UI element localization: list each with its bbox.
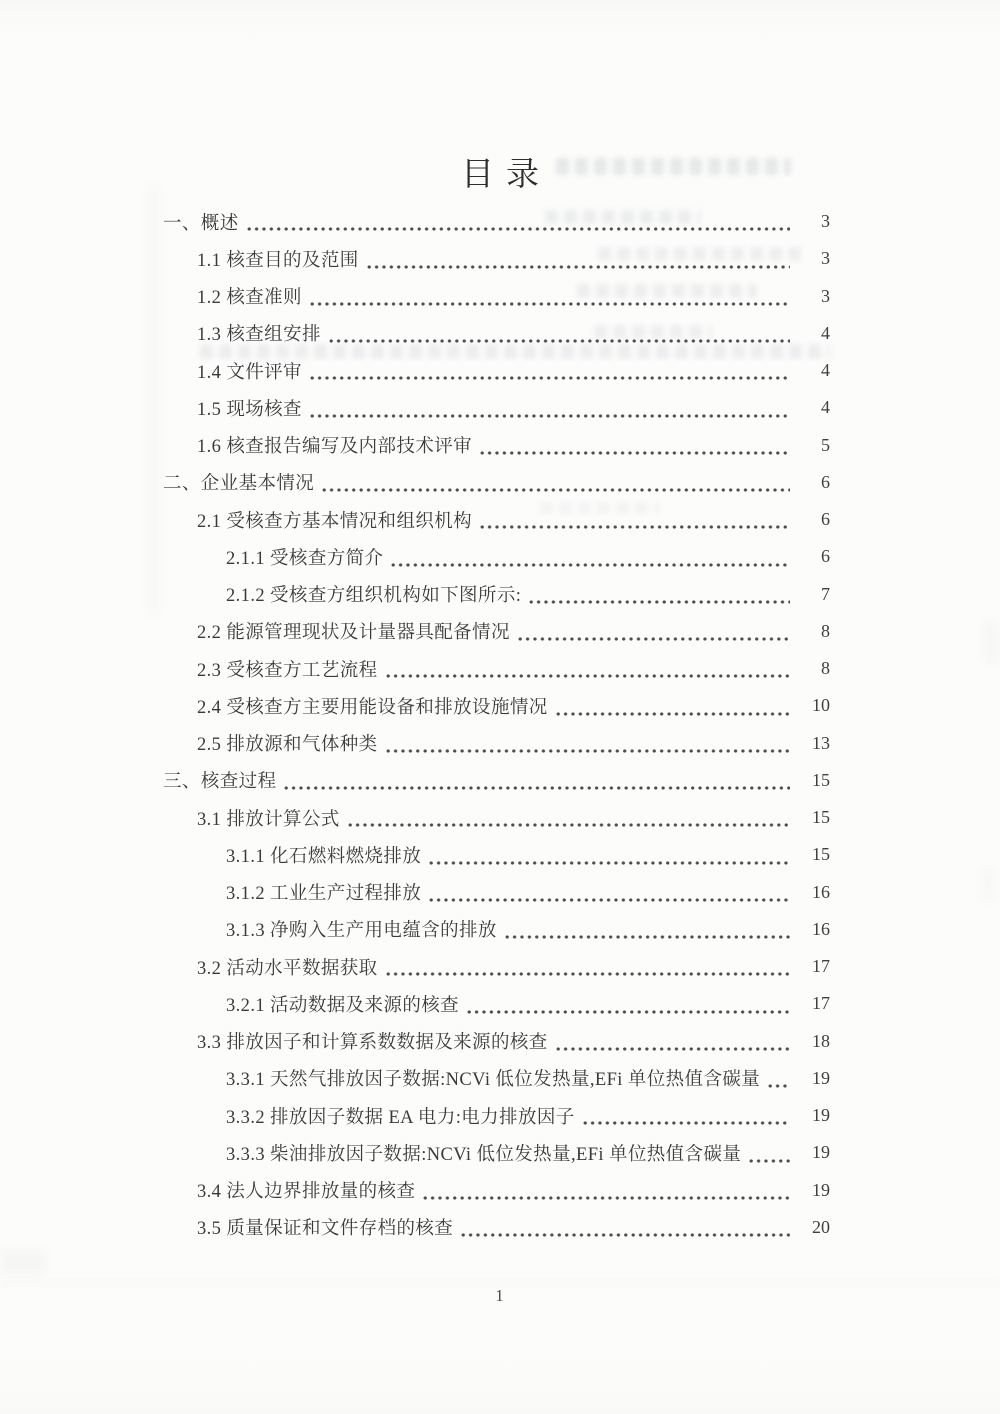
toc-entry-label: 2.4 受核查方主要用能设备和排放设施情况 [197,697,548,718]
toc-entry [163,278,830,315]
toc-list [163,203,830,1246]
scan-smudge [982,868,994,902]
toc-entry [163,464,830,501]
dot-leader [367,264,790,270]
toc-entry-page: 4 [821,322,830,343]
dot-leader [556,711,790,717]
toc-entry-page: 13 [812,732,830,753]
toc-entry [163,315,830,352]
toc-entry [163,203,830,240]
toc-entry-label: 1.6 核查报告编写及内部技术评审 [197,437,473,458]
toc-entry [163,576,830,613]
toc-entry-label: 2.2 能源管理现状及计量器具配备情况 [197,623,510,644]
toc-entry-page: 17 [812,993,830,1014]
dot-leader [310,413,790,419]
toc-entry-page: 19 [812,1142,830,1163]
dot-leader [386,748,790,754]
toc-entry [163,687,830,724]
dot-leader [429,860,790,866]
toc-entry-label: 3.1.1 化石燃料燃烧排放 [226,846,422,867]
toc-entry-page: 10 [812,695,830,716]
toc-entry-label: 3.3.1 天然气排放因子数据:NCVi 低位发热量,EFi 单位热值含碳量 [226,1070,761,1091]
dot-leader [391,562,790,568]
page-number: 1 [495,1286,505,1305]
toc-entry-label: 3.4 法人边界排放量的核查 [197,1182,416,1203]
dot-leader [529,599,790,605]
toc-entry [163,613,830,650]
dot-leader [310,301,790,307]
toc-entry-page: 4 [821,397,830,418]
toc-entry-page: 19 [812,1067,830,1088]
scan-smudge [148,185,160,615]
toc-entry-label: 3.5 质量保证和文件存档的核查 [197,1219,454,1240]
dot-leader [480,524,790,530]
toc-entry-page: 7 [821,583,830,604]
toc-entry [163,725,830,762]
dot-leader [310,375,790,381]
toc-entry-page: 4 [821,360,830,381]
toc-entry-page: 3 [821,248,830,269]
toc-entry-page: 19 [812,1179,830,1200]
toc-entry-label: 1.4 文件评审 [197,362,302,383]
toc-entry-page: 3 [821,285,830,306]
dot-leader [423,1195,790,1201]
toc-entry [163,799,830,836]
toc-entry-page: 20 [812,1216,830,1237]
toc-entry-label: 3.1 排放计算公式 [197,809,340,830]
toc-entry [163,948,830,985]
toc-entry [163,1023,830,1060]
toc-entry-label: 1.5 现场核查 [197,399,302,420]
dot-leader [768,1083,790,1089]
toc-entry-label: 3.3.2 排放因子数据 EA 电力:电力排放因子 [226,1107,575,1128]
toc-entry [163,836,830,873]
toc-entry-page: 5 [821,434,830,455]
dot-leader [583,1120,790,1126]
toc-entry [163,389,830,426]
toc-entry-label: 3.2.1 活动数据及来源的核查 [226,995,460,1016]
toc-entry-label: 2.1.2 受核查方组织机构如下图所示: [226,586,522,607]
toc-entry [163,874,830,911]
toc-entry-page: 19 [812,1105,830,1126]
toc-entry-label: 1.2 核查准则 [197,288,302,309]
toc-entry-page: 8 [821,620,830,641]
toc-entry-label: 2.5 排放源和气体种类 [197,735,378,756]
toc-entry-page: 15 [812,769,830,790]
toc-entry [163,762,830,799]
toc-entry [163,650,830,687]
toc-entry [163,985,830,1022]
scan-smudge [0,1250,46,1276]
toc-entry-label: 一、概述 [163,213,239,234]
toc-entry-label: 3.1.3 净购入生产用电蕴含的排放 [226,921,497,942]
toc-entry [163,1097,830,1134]
toc-entry-page: 18 [812,1030,830,1051]
toc-entry-label: 2.1 受核查方基本情况和组织机构 [197,511,473,532]
toc-entry-page: 16 [812,881,830,902]
dot-leader [461,1232,790,1238]
toc-entry [163,427,830,464]
toc-entry-page: 15 [812,807,830,828]
toc-entry-label: 3.3 排放因子和计算系数数据及来源的核查 [197,1033,548,1054]
toc-entry-page: 8 [821,658,830,679]
dot-leader [518,636,790,642]
toc-entry-label: 2.3 受核查方工艺流程 [197,660,378,681]
dot-leader [247,226,790,232]
toc-entry-label: 二、企业基本情况 [163,474,315,495]
dot-leader [386,971,790,977]
toc-entry-label: 三、核查过程 [163,772,277,793]
toc-entry-page: 6 [821,471,830,492]
toc-entry-label: 1.1 核查目的及范围 [197,250,359,271]
toc-entry-page: 16 [812,918,830,939]
toc-entry [163,1172,830,1209]
toc-entry [163,501,830,538]
toc-entry-label: 3.3.3 柴油排放因子数据:NCVi 低位发热量,EFi 单位热值含碳量 [226,1144,742,1165]
dot-leader [322,487,790,493]
dot-leader [467,1009,790,1015]
toc-entry [163,1060,830,1097]
toc-entry [163,1134,830,1171]
toc-entry [163,1209,830,1246]
dot-leader [348,822,790,828]
toc-entry-label: 3.2 活动水平数据获取 [197,958,378,979]
toc-entry-page: 17 [812,956,830,977]
toc-entry [163,911,830,948]
dot-leader [284,785,790,791]
dot-leader [749,1158,790,1164]
toc-entry-label: 2.1.1 受核查方简介 [226,548,384,569]
toc-entry-label: 3.1.2 工业生产过程排放 [226,884,422,905]
toc-entry-page: 3 [821,211,830,232]
dot-leader [329,338,790,344]
dot-leader [480,450,790,456]
toc-entry [163,538,830,575]
toc-entry [163,240,830,277]
toc-entry-label: 1.3 核查组安排 [197,325,321,346]
dot-leader [556,1046,790,1052]
scan-smudge [984,620,996,664]
dot-leader [429,897,790,903]
toc-entry-page: 15 [812,844,830,865]
toc-entry-page: 6 [821,509,830,530]
dot-leader [505,934,790,940]
dot-leader [386,673,790,679]
page-title: 目录 [461,157,551,193]
toc-entry-page: 6 [821,546,830,567]
toc-entry [163,352,830,389]
